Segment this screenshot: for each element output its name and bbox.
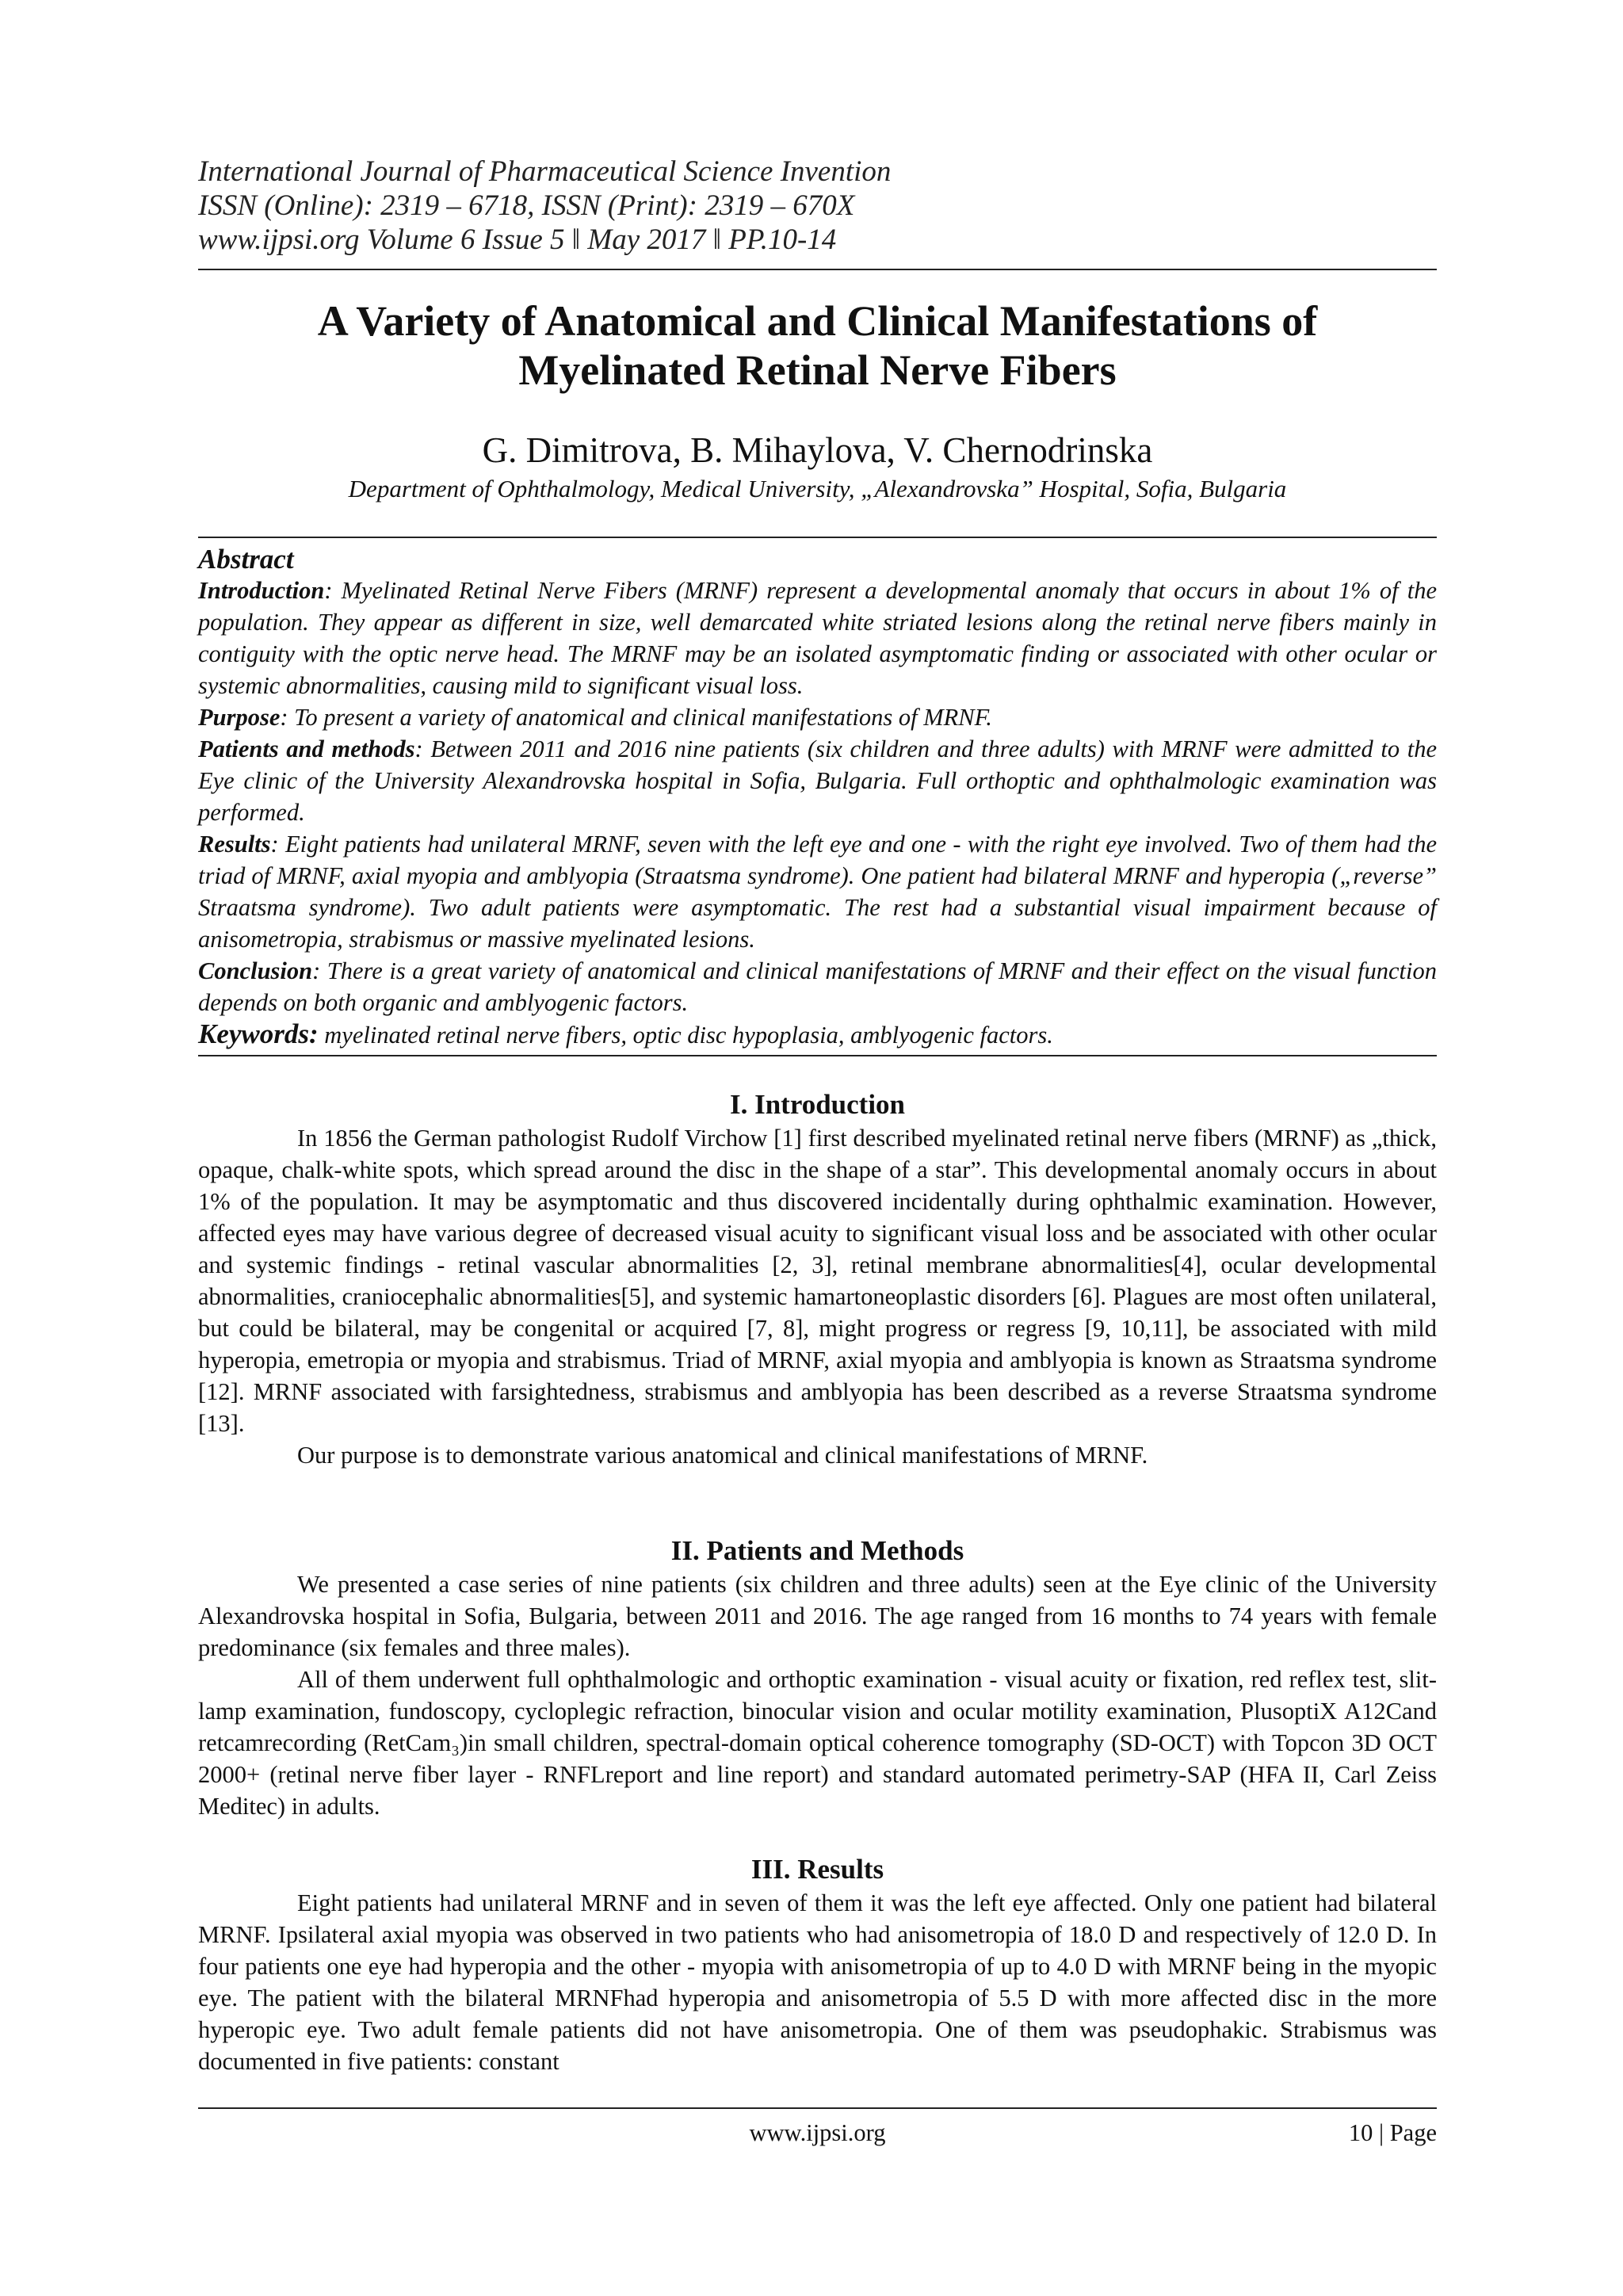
results-paragraph-1: Eight patients had unilateral MRNF and in seven of them it was the left eye affected. Only one patient had bilateral MRNF. Ipsilateral axial myopia was observed in two patients who had anisometropia of 18.0 D and respectively of 12.0 D. In four patients one eye had hyperopia and the other - myopia with anisometropia of up to 4.0 D with MRNF being in the myopic eye. The patient with the bilateral MRNFhad hyperopia and anisometropia of 5.5 D with more affected disc in the more hyperopic eye. Two adult female patients did not have anisometropia. One of them was pseudophakic. Strabismus was documented in five patients: constant [198,1889,1437,2075]
journal-issue: www.ijpsi.org Volume 6 Issue 5 ǁ May 2017 ǁ PP.10-14 [198,223,837,256]
abstract-conclusion-text: : There is a great variety of anatomical and clinical manifestations of MRNF and their effect on the visual function depends on both organic and amblyogenic factors. [198,957,1437,1016]
abstract-conclusion-label: Conclusion [198,957,313,984]
journal-issn: ISSN (Online): 2319 – 6718, ISSN (Print): 2319 – 670X [198,189,855,222]
header-rule [198,269,1437,270]
keywords-text: myelinated retinal nerve fibers, optic disc hypoplasia, amblyogenic factors. [318,1022,1053,1049]
introduction-paragraph-2: Our purpose is to demonstrate various anatomical and clinical manifestations of MRNF. [297,1442,1148,1469]
abstract-top-rule [198,537,1437,538]
abstract-intro-label: Introduction [198,577,325,604]
abstract-conclusion [198,955,1437,1018]
authors: G. Dimitrova, B. Mihaylova, V. Chernodrinska [482,430,1153,470]
abstract-results-label: Results [198,831,271,858]
abstract-introduction [198,575,1437,701]
introduction-paragraph-1: In 1856 the German pathologist Rudolf Virchow [1] first described myelinated retinal nerve fibers (MRNF) as „thick, opaque, chalk-white spots, which spread around the disc in the shape of a star”. This developmental anomaly occurs in about 1% of the population. It may be asymptomatic and thus discovered incidentally during ophthalmic examination. However, affected eyes may have various degree of decreased visual acuity to significant visual loss and be associated with other ocular and systemic findings - retinal vascular abnormalities [2, 3], retinal membrane abnormalities[4], ocular developmental abnormalities, craniocephalic abnormalities[5], and systemic hamartoneoplastic disorders [6]. Plagues are most often unilateral, but could be bilateral, may be congenital or acquired [7, 8], might progress or regress [9, 10,11], be associated with mild hyperopia, emetropia or myopia and strabismus. Triad of MRNF, axial myopia and amblyopia is known as Straatsma syndrome [12]. MRNF associated with farsightedness, strabismus and amblyopia has been described as a reverse Straatsma syndrome [13]. [198,1125,1437,1437]
keywords-label: Keywords: [198,1018,319,1049]
section-heading-results: III. Results [750,1854,884,1885]
section-heading-introduction: I. Introduction [729,1089,906,1120]
abstract-methods [198,733,1437,828]
methods-paragraph-2: All of them underwent full ophthalmologic and orthoptic examination - visual acuity or fixation, red reflex test, slit-lamp examination, fundoscopy, cycloplegic refraction, binocular vision and ocular motility examination, PlusoptiX A12Cand retcamrecording (RetCam₃)in small children, spectral-domain optical coherence tomography (SD-OCT) with Topcon 3D OCT 2000+ (retinal nerve fiber layer - RNFLreport and line report) and standard automated perimetry-SAP (HFA II, Carl Zeiss Meditec) in adults. [198,1666,1437,1820]
abstract-results [198,828,1437,955]
abstract-intro-text: : Myelinated Retinal Nerve Fibers (MRNF) represent a developmental anomaly that occurs in about 1% of the population. They appear as different in size, well demarcated white striated lesions along the retinal nerve fibers mainly in contiguity with the optic nerve head. The MRNF may be an isolated asymptomatic finding or associated with other ocular or systemic abnormalities, causing mild to significant visual loss. [198,577,1437,699]
journal-name: International Journal of Pharmaceutical Science Invention [198,155,892,188]
abstract-purpose-text: : To present a variety of anatomical and clinical manifestations of MRNF. [280,704,992,731]
title-line-1: A Variety of Anatomical and Clinical Manifestations of [317,297,1318,345]
abstract-purpose [198,701,1437,733]
footer-rule [198,2107,1437,2109]
abstract-methods-label: Patients and methods [198,735,415,762]
abstract-purpose-label: Purpose [198,704,281,731]
abstract [198,544,1437,1051]
abstract-bottom-rule [198,1055,1437,1056]
footer-url: www.ijpsi.org [749,2119,886,2146]
methods-paragraph-1: We presented a case series of nine patients (six children and three adults) seen at the Eye clinic of the University Alexandrovska hospital in Sofia, Bulgaria, between 2011 and 2016. The age ranged from 16 months to 74 years with female predominance (six females and three males). [198,1571,1437,1661]
introduction-body [198,1122,1437,1471]
methods-body [198,1568,1437,1822]
abstract-results-text: : Eight patients had unilateral MRNF, seven with the left eye and one - with the right eye involved. Two of them had the triad of MRNF, axial myopia and amblyopia (Straatsma syndrome). One patient had bilateral MRNF and hyperopia („reverse” Straatsma syndrome). Two adult patients were asymptomatic. The rest had a substantial visual impairment because of anisometropia, strabismus or massive myelinated lesions. [198,831,1437,953]
journal-header [198,155,1434,257]
abstract-keywords [198,1018,1437,1051]
footer-page-number: 10 | Page [1348,2119,1437,2146]
title-line-2: Myelinated Retinal Nerve Fibers [518,346,1117,394]
abstract-heading: Abstract [198,544,294,575]
results-body [198,1887,1437,2077]
affiliation: Department of Ophthalmology, Medical University, „Alexandrovska” Hospital, Sofia, Bulgaria [348,475,1287,502]
abstract-methods-text: : Between 2011 and 2016 nine patients (six children and three adults) with MRNF were admitted to the Eye clinic of the University Alexandrovska hospital in Sofia, Bulgaria. Full orthoptic and ophthalmologic examination was performed. [198,735,1438,826]
paper-title [198,296,1437,395]
section-heading-methods: II. Patients and Methods [670,1535,964,1566]
